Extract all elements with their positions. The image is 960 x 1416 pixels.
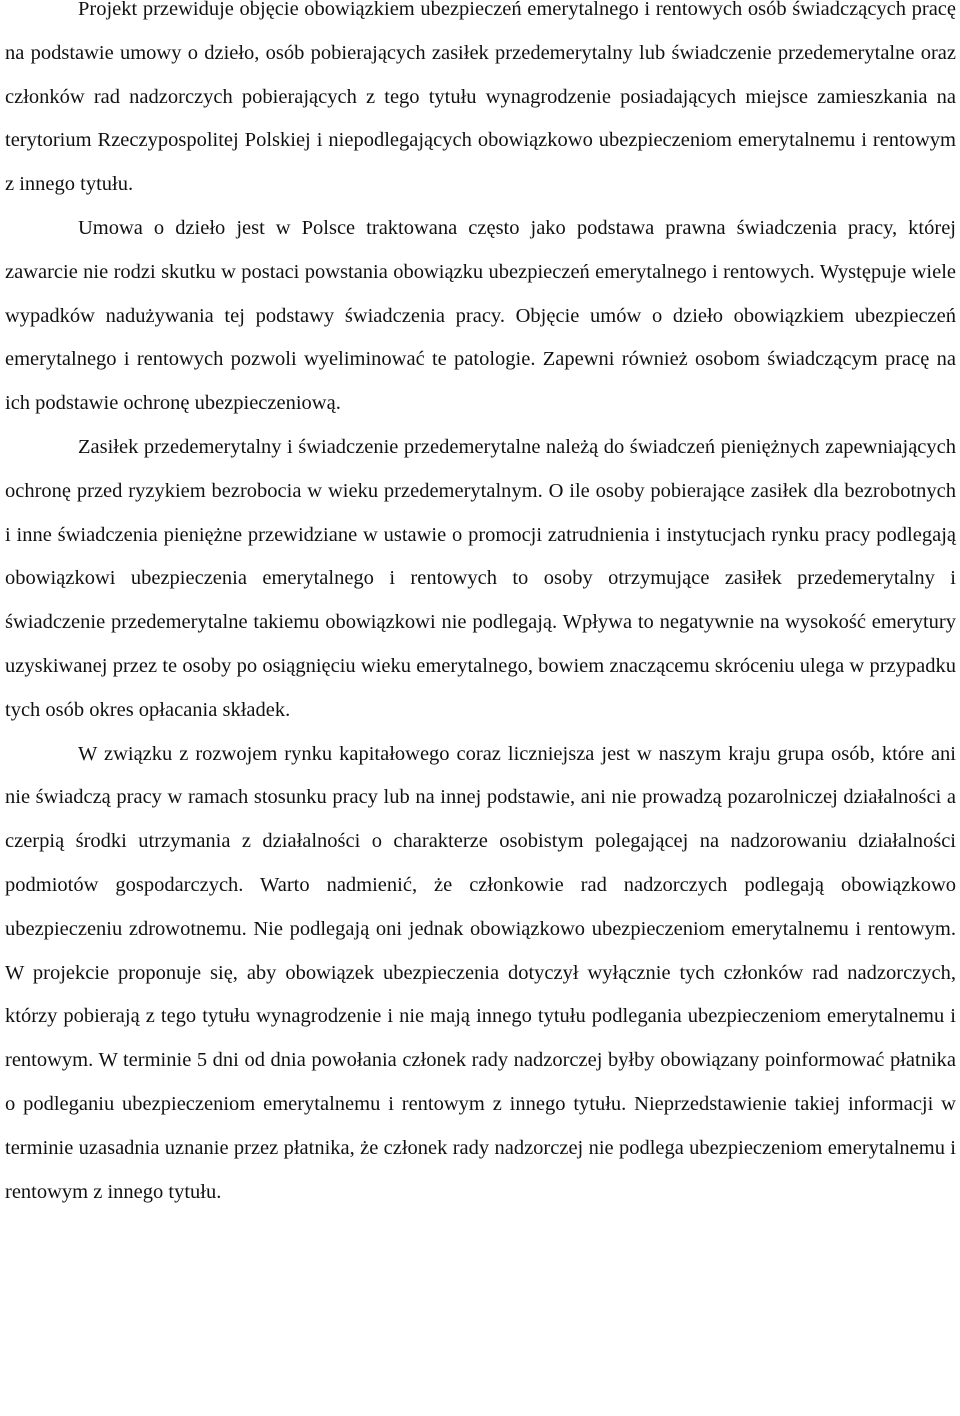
- paragraph-supervisory-boards: W związku z rozwojem rynku kapitałowego coraz liczniejsza jest w naszym kraju grupa osób, które ani nie świadczą pracy w ramach stosunku pracy lub na innej podstawie, ani nie prowadzą pozarolniczej działalności a czerpią środki utrzymania z działalności o charakterze osobistym polegającej na nadzorowaniu działalności podmiotów gospodarczych. Warto nadmienić, że członkowie rad nadzorczych podlegają obowiązkowo ubezpieczeniu zdrowotnemu. Nie podlegają oni jednak obowiązkowo ubezpieczeniom emerytalnemu i rentowym. W projekcie proponuje się, aby obowiązek ubezpieczenia dotyczył wyłącznie tych członków rad nadzorczych, którzy pobierają z tego tytułu wynagrodzenie i nie mają innego tytułu podlegania ubezpieczeniom emerytalnemu i rentowym. W terminie 5 dni od dnia powołania członek rady nadzorczej byłby obowiązany poinformować płatnika o podleganiu ubezpieczeniom emerytalnemu i rentowym z innego tytułu. Nieprzedstawienie takiej informacji w terminie uzasadnia uznanie przez płatnika, że członek rady nadzorczej nie podlega ubezpieczeniom emerytalnemu i rentowym z innego tytułu.: [5, 742, 956, 1203]
- paragraph-pre-retirement-benefit: Zasiłek przedemerytalny i świadczenie przedemerytalne należą do świadczeń pieniężnych zapewniających ochronę przed ryzykiem bezrobocia w wieku przedemerytalnym. O ile osoby pobierające zasiłek dla bezrobotnych i inne świadczenia pieniężne przewidziane w ustawie o promocji zatrudnienia i instytucjach rynku pracy podlegają obowiązkowi ubezpieczenia emerytalnego i rentowych to osoby otrzymujące zasiłek przedemerytalny i świadczenie przedemerytalne takiemu obowiązkowi nie podlegają. Wpływa to negatywnie na wysokość emerytury uzyskiwanej przez te osoby po osiągnięciu wieku emerytalnego, bowiem znaczącemu skróceniu ulega w przypadku tych osób okres opłacania składek.: [5, 435, 956, 721]
- paragraph-scope: Projekt przewiduje objęcie obowiązkiem ubezpieczeń emerytalnego i rentowych osób świadczących pracę na podstawie umowy o dzieło, osób pobierających zasiłek przedemerytalny lub świadczenie przedemerytalne oraz członków rad nadzorczych pobierających z tego tytułu wynagrodzenie posiadających miejsce zamieszkania na terytorium Rzeczypospolitej Polskiej i niepodlegających obowiązkowo ubezpieczeniom emerytalnemu i rentowym z innego tytułu.: [5, 0, 956, 196]
- paragraph-contract-for-work: Umowa o dzieło jest w Polsce traktowana często jako podstawa prawna świadczenia pracy, której zawarcie nie rodzi skutku w postaci powstania obowiązku ubezpieczeń emerytalnego i rentowych. Występuje wiele wypadków nadużywania tej podstawy świadczenia pracy. Objęcie umów o dzieło obowiązkiem ubezpieczeń emerytalnego i rentowych pozwoli wyeliminować te patologie. Zapewni również osobom świadczącym pracę na ich podstawie ochronę ubezpieczeniową.: [5, 216, 956, 415]
